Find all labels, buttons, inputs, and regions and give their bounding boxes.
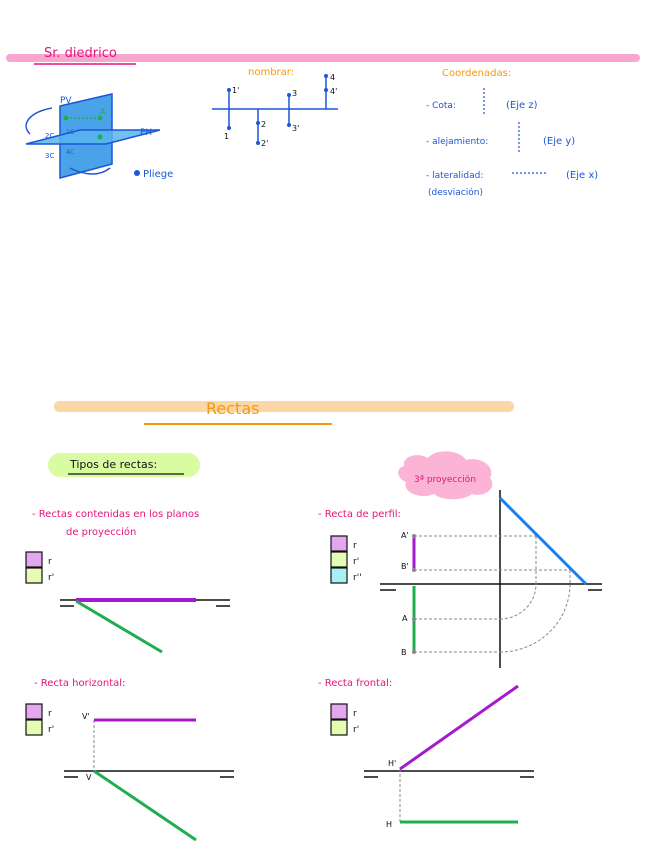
key4-r-square: [331, 704, 347, 719]
dot: [412, 617, 416, 621]
label-1p: 1': [232, 86, 240, 95]
lateralidad-label: - lateralidad:: [426, 171, 484, 181]
label-4: 4: [330, 73, 336, 82]
dot: [227, 88, 231, 92]
point-vp: V': [82, 712, 90, 721]
label-4p: 4': [330, 87, 338, 96]
cota-label: - Cota:: [426, 101, 456, 111]
tercera-label: 3ª proyección: [414, 475, 477, 485]
nombrar-title: nombrar:: [248, 67, 295, 78]
key-rp: r': [48, 573, 55, 583]
dot: [227, 126, 231, 130]
alejamiento-axis: (Eje y): [543, 136, 576, 147]
tipos-title: Tipos de rectas:: [70, 458, 158, 471]
block1-title: - Rectas contenidas en los planos: [32, 509, 200, 520]
key2-rp: r': [353, 557, 360, 567]
block-recta-horizontal: [26, 678, 234, 840]
dot: [256, 121, 260, 125]
dot: [324, 88, 328, 92]
point-a-vertical: [64, 116, 69, 121]
key2-r-square: [331, 536, 347, 551]
line-horiz-rp: [94, 771, 196, 840]
section2-band: [54, 401, 514, 412]
block-recta-perfil: [318, 490, 602, 668]
point-a-horizontal: [98, 135, 103, 140]
key3-r-square: [26, 704, 42, 719]
key2-rpp-square: [331, 568, 347, 583]
section1-title: Sr. diedrico: [44, 46, 117, 61]
key3-rp: r': [48, 725, 55, 735]
dot: [412, 568, 416, 572]
label-3p: 3': [292, 124, 300, 133]
point-hp: H': [388, 759, 397, 768]
label-1: 1: [224, 132, 230, 141]
point-h: H: [386, 820, 393, 829]
block1-title2: de proyección: [66, 527, 137, 538]
label-1c: 1C: [66, 129, 75, 136]
key2-rpp: r'': [353, 573, 362, 583]
line-frontal-r: [400, 686, 518, 769]
label-a: A: [100, 107, 106, 116]
key2-rp-square: [331, 552, 347, 567]
coordenadas-title: Coordenadas:: [442, 68, 512, 79]
point-bp: B': [401, 562, 409, 571]
label-3: 3: [292, 89, 298, 98]
block2-title: - Recta de perfil:: [318, 509, 401, 520]
dot: [287, 93, 291, 97]
dot: [412, 534, 416, 538]
pliegue-bullet: [134, 170, 140, 176]
dot: [324, 74, 328, 78]
key3-r: r: [48, 709, 52, 719]
label-2p: 2': [261, 139, 269, 148]
dot: [412, 650, 416, 654]
label-ph: PH: [140, 128, 153, 138]
line-perfil-rpp: [500, 498, 586, 584]
key2-r: r: [353, 541, 357, 551]
label-pliegue: Pliege: [143, 169, 174, 180]
label-2c: 2C: [45, 132, 55, 140]
point-b2: B: [401, 648, 407, 657]
point-a2: A: [402, 614, 408, 623]
dot: [256, 141, 260, 145]
alejamiento-label: - alejamiento:: [426, 137, 489, 147]
block-rectas-contenidas: [26, 509, 230, 652]
block3-title: - Recta horizontal:: [34, 678, 126, 689]
point-ap: A': [401, 531, 409, 540]
label-3c: 3C: [45, 152, 55, 160]
key-r-square: [26, 552, 42, 567]
dihedral-diagram: [26, 94, 173, 180]
desviacion-note: (desviación): [428, 188, 483, 198]
fold-arrow-top: [26, 108, 52, 134]
point-a: [98, 116, 103, 121]
block-recta-frontal: [318, 678, 534, 829]
key-r: r: [48, 557, 52, 567]
line-rp: [76, 601, 162, 652]
nombrar-diagram: [212, 67, 338, 148]
lateralidad-axis: (Eje x): [566, 170, 599, 181]
construction-lines: [414, 536, 570, 652]
key-rp-square: [26, 568, 42, 583]
key4-rp-square: [331, 720, 347, 735]
point-v: V: [86, 773, 92, 782]
dot: [287, 123, 291, 127]
label-2: 2: [261, 120, 267, 129]
key4-r: r: [353, 709, 357, 719]
section2-title: Rectas: [206, 399, 260, 418]
label-4c: 4C: [66, 149, 75, 156]
label-pv: PV: [60, 96, 72, 106]
block4-title: - Recta frontal:: [318, 678, 393, 689]
coordenadas: [426, 68, 598, 198]
cota-axis: (Eje z): [506, 100, 538, 111]
key3-rp-square: [26, 720, 42, 735]
key4-rp: r': [353, 725, 360, 735]
